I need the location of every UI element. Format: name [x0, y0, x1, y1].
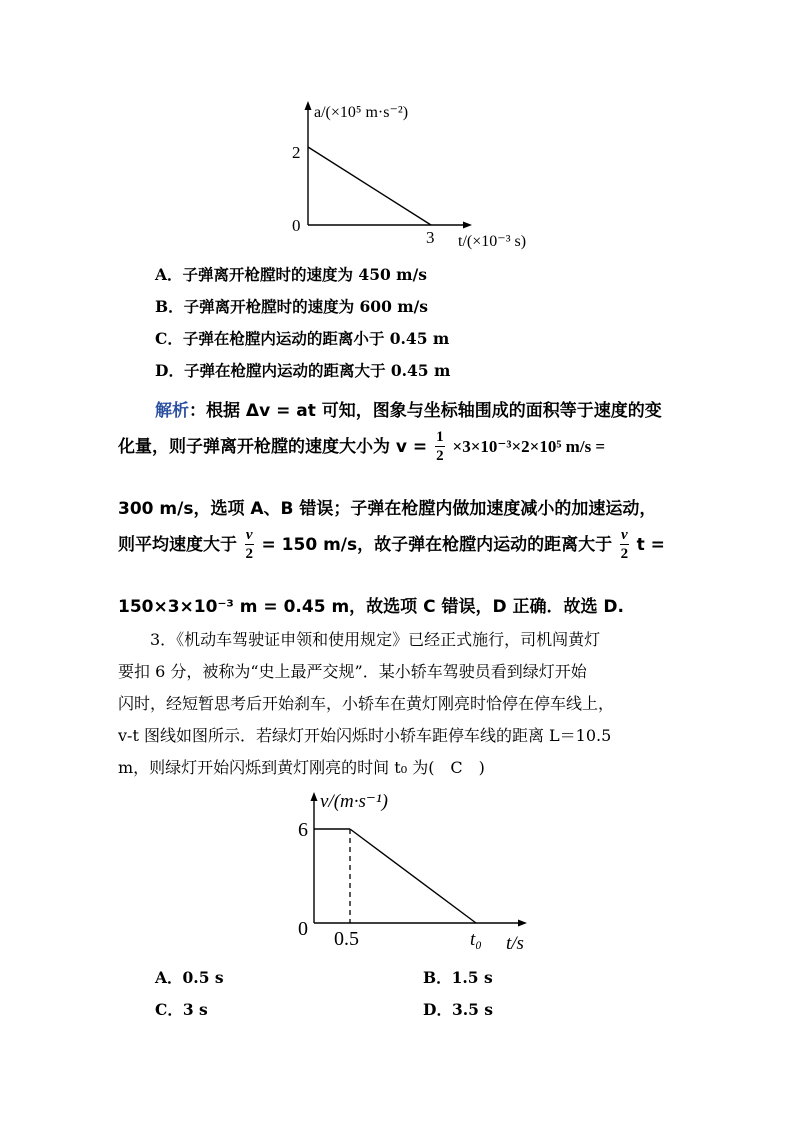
y-tick-6: 6 — [298, 819, 308, 841]
x-tick-0.5: 0.5 — [334, 928, 359, 950]
option-d: D．子弹在枪膛内运动的距离大于 0.45 m — [155, 361, 451, 380]
solution-text-1: ：根据 Δv = at 可知，图象与坐标轴围成的面积等于速度的变 — [189, 401, 662, 421]
y-axis-label: v/(m·s⁻¹) — [320, 791, 388, 812]
fraction-v-over-2 — [245, 528, 254, 562]
y-axis-arrow — [311, 792, 318, 801]
x-axis-arrow — [463, 222, 472, 229]
q3-option-c: C．3 s — [155, 1000, 208, 1019]
option-b: B．子弹离开枪膛时的速度为 600 m/s — [155, 297, 429, 316]
q3-option-d: D．3.5 s — [423, 1000, 494, 1019]
x-axis-label: t/s — [506, 933, 524, 954]
fraction-denominator-2: 2 — [245, 546, 253, 562]
question3-line-1: 3．《机动车驾驶证申领和使用规定》已经正式施行，司机闯黄灯 — [150, 630, 601, 649]
solution-line-3: 300 m/s，选项 A、B 错误；子弹在枪膛内做加速度减小的加速运动， — [118, 499, 657, 519]
fraction-numerator-v: v — [245, 527, 253, 543]
velocity-time-graph — [290, 785, 540, 955]
x-tick-3: 3 — [426, 228, 435, 247]
solution-text-2a: 化量，则子弹离开枪膛的速度大小为 v = — [118, 437, 428, 457]
question3-line-4: v-t 图线如图所示．若绿灯开始闪烁时小轿车距停车线的距离 L＝10.5 — [118, 726, 612, 745]
fraction-v-over-2-b — [620, 528, 629, 562]
q3-option-a: A．0.5 s — [155, 968, 224, 987]
fraction-numerator-v-b: v — [621, 527, 628, 543]
fraction-half — [435, 430, 445, 464]
solution-text-4a: 则平均速度大于 — [118, 535, 237, 555]
solution-text-2b: ×3×10⁻³×2×10⁵ m/s = — [452, 437, 606, 456]
option-a: A．子弹离开枪膛时的速度为 450 m/s — [155, 265, 427, 284]
solution-line-4 — [118, 528, 665, 562]
question3-line-3: 闪时，经短暂思考后开始刹车，小轿车在黄灯刚亮时恰停在停车线上， — [118, 694, 615, 713]
q3-option-b: B．1.5 s — [423, 968, 493, 987]
solution-text-4c: t = — [636, 535, 665, 555]
y-tick-2: 2 — [292, 143, 301, 162]
acceleration-line — [308, 147, 431, 225]
fraction-denominator: 2 — [436, 448, 444, 464]
solution-text-4b: = 150 m/s，故子弹在枪膛内运动的距离大于 — [261, 535, 613, 555]
solution-tag: 解析 — [155, 401, 189, 421]
x-axis-label: t/(×10⁻³ s) — [458, 233, 527, 250]
question3-line-2: 要扣 6 分，被称为“史上最严交规”．某小轿车驾驶员看到绿灯开始 — [118, 662, 587, 681]
deceleration-line — [350, 829, 476, 923]
acceleration-time-graph — [270, 95, 560, 255]
solution-line-5: 150×3×10⁻³ m = 0.45 m，故选项 C 错误，D 正确．故选 D. — [118, 597, 624, 617]
question3-line-5: m，则绿灯开始闪烁到黄灯刚亮的时间 t₀ 为( C ) — [118, 758, 485, 777]
origin-label: 0 — [298, 918, 308, 940]
y-axis-label: a/(×10⁵ m·s⁻²) — [314, 104, 409, 121]
y-axis-arrow — [305, 101, 312, 110]
x-end-t0: t₀ — [470, 929, 482, 950]
origin-label: 0 — [292, 216, 301, 235]
solution-line-2 — [118, 430, 605, 464]
x-axis-arrow — [518, 920, 527, 927]
fraction-numerator: 1 — [436, 429, 444, 445]
solution-line-1 — [155, 396, 662, 421]
fraction-denominator-2-b: 2 — [620, 546, 629, 562]
option-c: C．子弹在枪膛内运动的距离小于 0.45 m — [155, 329, 450, 348]
